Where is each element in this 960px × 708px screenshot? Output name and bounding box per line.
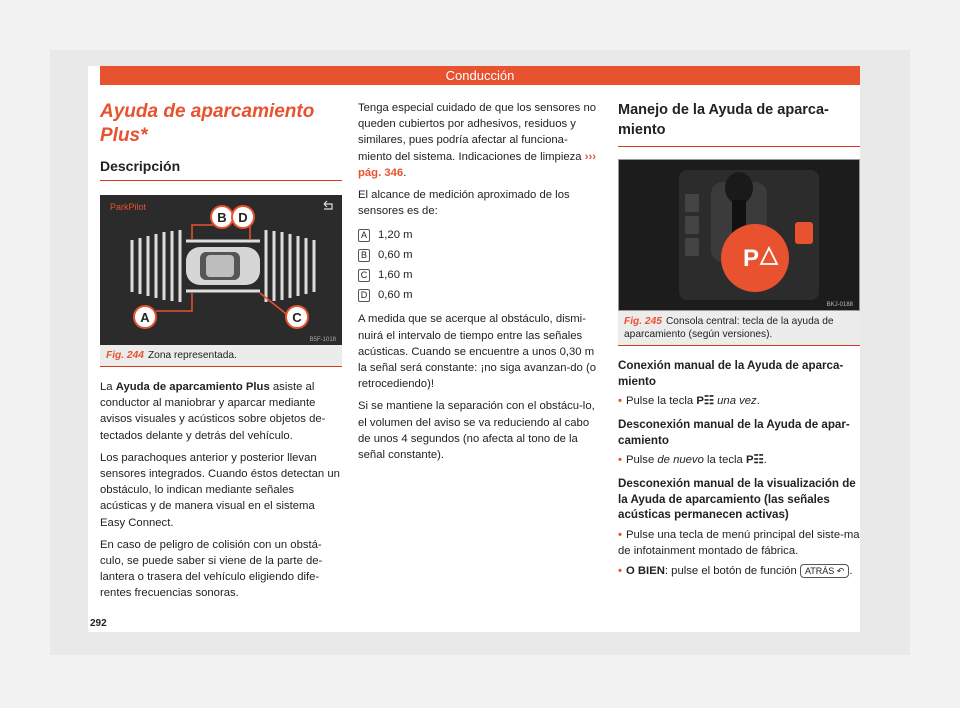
connect-bullet: • Pulse la tecla P☷ una vez. [618,395,760,407]
caption-text: Zona representada. [147,350,237,361]
page-number: 292 [90,618,107,629]
middle-paragraph-4: Si se mantiene la separación con el obstácu-lo, el volumen del aviso se va reduciendo al cabo de unos 4 segundos (no afecta al tono de la señal constante). [358,400,595,462]
left-paragraph-3: En caso de peligro de colisión con un obstá-culo, se puede saber si viene de la parte de-lantera o trasera del vehículo eligiendo dife-rentes frecuencias sonoras. [100,538,323,600]
right-title-block [618,100,860,147]
range-row: B 0,60 m [358,245,601,265]
parkpilot-figure [100,195,342,345]
parkpilot-screen-illustration [100,195,342,345]
middle-paragraph-2: El alcance de medición aproximado de los sensores es de: [358,189,570,218]
page-title: Ayuda de aparcamiento Plus* [100,101,315,146]
park-assist-key-icon: P☷ [696,395,714,407]
svg-text:P: P [742,245,760,272]
parkpilot-label: ParkPilot [110,202,147,212]
svg-text:B5F-1018: B5F-1018 [309,337,336,343]
section-header: Conducción [100,66,860,85]
disconnect-bullet: • Pulse de nuevo la tecla P☷. [618,454,767,466]
left-column [100,100,342,608]
figure-number: Fig. 244 [106,350,144,361]
range-list [358,225,601,305]
range-row: A 1,20 m [358,225,601,245]
console-photo-illustration [619,160,859,310]
left-paragraph-2: Los parachoques anterior y posterior llevan sensores integrados. Cuando éstos detectan un obstáculo, lo indican mediante señales acústicas y de manera visual en el sistema Easy Connect. [100,451,340,529]
svg-text:A: A [140,310,150,325]
figure-number: Fig. 245 [624,316,662,327]
page-reference: ››› pág. 346 [358,150,596,179]
disconnect-heading: Desconexión manual de la Ayuda de apar-camiento [618,418,850,447]
connect-heading: Conexión manual de la Ayuda de aparca-miento [618,359,844,388]
figure-caption [618,311,860,346]
caption-text: Consola central: tecla de la ayuda de aparcamiento (según versiones). [624,316,834,340]
svg-text:D: D [238,210,248,225]
middle-paragraph-1: Tenga especial cuidado de que los sensores no queden cubiertos por adhesivos, residuos y similares, pues podría afectar al funciona-miento del sistema. Indicaciones de limpieza ››› pág. 346. [358,102,597,179]
svg-text:BKJ-0188: BKJ-0188 [826,302,853,308]
atras-button: ATRÁS ↶ [800,564,849,578]
subtitle-block [100,158,342,181]
range-row: C 1,60 m [358,265,601,285]
right-column [618,100,860,587]
console-figure [618,159,860,311]
back-arrow-icon: ↶ [836,565,845,576]
display-off-bullet-1: • Pulse una tecla de menú principal del siste-ma de infotainment montado de fábrica. [618,528,860,557]
middle-paragraph-3: A medida que se acerque al obstáculo, dismi-nuirá el intervalo de tiempo entre las señales acústicas. Cuando se encuentre a unos 0,30 m la señal será constante: ¡no siga avanzan-do (o retrocediendo)! [358,313,597,391]
left-paragraph-1: La Ayuda de aparcamiento Plus asiste al conductor al maniobrar y aparcar mediante avisos visuales y acústicos sobre objetos de-tectados delante y detrás del vehículo. [100,381,326,442]
svg-text:B: B [217,210,227,225]
svg-text:C: C [292,310,302,325]
park-assist-key-icon: P☷ [745,454,764,466]
section-subtitle: Descripción [100,158,181,174]
range-row: D 0,60 m [358,285,601,305]
middle-column [358,100,601,469]
display-off-bullet-2: • O BIEN: pulse el botón de función ATRÁS ↶ . [618,564,853,577]
right-section-title: Manejo de la Ayuda de aparca-miento [618,102,829,138]
display-off-heading: Desconexión manual de la visualización de la Ayuda de aparcamiento (las señales acústicas permanecen activas) [618,477,856,521]
figure-caption [100,345,342,367]
